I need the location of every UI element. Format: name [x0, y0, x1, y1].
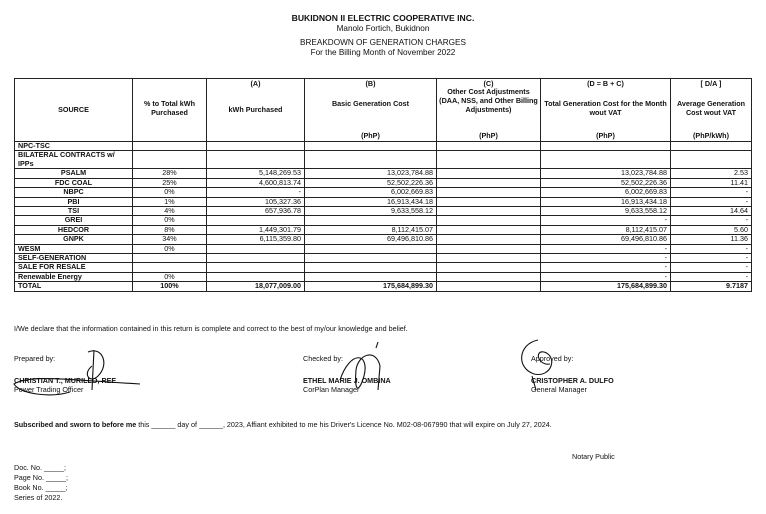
cell-source: TSI: [15, 207, 133, 216]
prepared-label: Prepared by:: [14, 354, 56, 363]
cell-kwh: 657,936.78: [207, 207, 305, 216]
series: Series of 2022.: [14, 493, 63, 502]
cell-pct: 8%: [133, 225, 207, 234]
table-row: [15, 188, 752, 197]
cell-basic: 175,684,899.30: [305, 282, 437, 291]
table-row: [15, 216, 752, 225]
cell-source: GNPK: [15, 235, 133, 244]
checked-label: Checked by:: [303, 354, 343, 363]
cell-basic: 13,023,784.88: [305, 169, 437, 178]
cell-other: [437, 244, 541, 253]
notary-public-label: Notary Public: [572, 452, 615, 461]
cell-total: -: [541, 263, 671, 272]
table-row: [15, 235, 752, 244]
cell-pct: [133, 263, 207, 272]
cell-pct: 100%: [133, 282, 207, 291]
table-row: [15, 254, 752, 263]
cell-source: Renewable Energy: [15, 272, 133, 281]
col-pct: % to Total kWh Purchased: [133, 79, 207, 142]
cell-pct: 34%: [133, 235, 207, 244]
cell-other: [437, 178, 541, 187]
declaration-text: I/We declare that the information contained in this return is complete and correct to the best of my/our knowledge and belief.: [14, 324, 408, 333]
cell-avg: 2.53: [671, 169, 752, 178]
cell-kwh: [207, 272, 305, 281]
cell-other: [437, 254, 541, 263]
cell-other: [437, 151, 541, 169]
prepared-name: CHRISTIAN T., MURILLO, REE: [14, 376, 117, 385]
sworn-statement: Subscribed and sworn to before me this ______ day of ______, 2023, Affiant exhibited to me his Driver's Licence No. M02-08-067990 that will expire on July 27, 2024.: [14, 420, 552, 429]
cell-avg: -: [671, 197, 752, 206]
cell-kwh: 5,148,269.53: [207, 169, 305, 178]
cell-other: [437, 142, 541, 151]
cell-source: FDC COAL: [15, 178, 133, 187]
cell-other: [437, 216, 541, 225]
cell-avg: 9.7187: [671, 282, 752, 291]
approved-name: CRISTOPHER A. DULFO: [531, 376, 614, 385]
cell-avg: -: [671, 244, 752, 253]
cell-kwh: 18,077,009.00: [207, 282, 305, 291]
generation-charges-table: [14, 78, 752, 292]
cell-basic: 9,633,558.12: [305, 207, 437, 216]
cell-total: -: [541, 244, 671, 253]
cell-source: SALE FOR RESALE: [15, 263, 133, 272]
cell-total: 13,023,784.88: [541, 169, 671, 178]
cell-total: 175,684,899.30: [541, 282, 671, 291]
cell-basic: [305, 142, 437, 151]
cell-avg: [671, 151, 752, 169]
cell-other: [437, 272, 541, 281]
col-kwh: (A) kWh Purchased: [207, 79, 305, 142]
cell-kwh: [207, 244, 305, 253]
cell-total: -: [541, 254, 671, 263]
cell-total: 8,112,415.07: [541, 225, 671, 234]
cell-avg: -: [671, 254, 752, 263]
cell-pct: [133, 151, 207, 169]
cell-pct: [133, 254, 207, 263]
cell-total: -: [541, 216, 671, 225]
cell-other: [437, 188, 541, 197]
col-other: (C) Other Cost Adjustments (DAA, NSS, and Other Billing Adjustments) (PhP): [437, 79, 541, 142]
table-row: [15, 207, 752, 216]
cell-pct: 25%: [133, 178, 207, 187]
cell-other: [437, 169, 541, 178]
cell-basic: 6,002,669.83: [305, 188, 437, 197]
cell-basic: 52,502,226.36: [305, 178, 437, 187]
notarial-register: [14, 463, 68, 503]
cell-kwh: [207, 216, 305, 225]
cell-pct: 0%: [133, 272, 207, 281]
table-row: [15, 169, 752, 178]
cell-basic: 16,913,434.18: [305, 197, 437, 206]
cell-kwh: [207, 151, 305, 169]
cell-other: [437, 225, 541, 234]
cell-pct: 0%: [133, 244, 207, 253]
table-row: [15, 151, 752, 169]
approved-label: Approved by:: [531, 354, 574, 363]
cell-source: TOTAL: [15, 282, 133, 291]
cell-total: [541, 142, 671, 151]
cell-avg: 11.41: [671, 178, 752, 187]
cell-other: [437, 282, 541, 291]
checked-signature-icon: [320, 340, 400, 402]
book-no: Book No. _____;: [14, 483, 68, 492]
cell-pct: 28%: [133, 169, 207, 178]
org-name: BUKIDNON II ELECTRIC COOPERATIVE INC.: [291, 13, 475, 23]
cell-avg: 11.36: [671, 235, 752, 244]
cell-kwh: [207, 263, 305, 272]
cell-other: [437, 263, 541, 272]
table-row: [15, 272, 752, 281]
cell-total: 16,913,434.18: [541, 197, 671, 206]
cell-source: NBPC: [15, 188, 133, 197]
cell-pct: 4%: [133, 207, 207, 216]
cell-kwh: [207, 254, 305, 263]
cell-pct: 0%: [133, 216, 207, 225]
cell-avg: 5.60: [671, 225, 752, 234]
approved-signature-icon: [508, 332, 578, 394]
table-row: [15, 142, 752, 151]
table-row: [15, 263, 752, 272]
cell-source: NPC-TSC: [15, 142, 133, 151]
table-row: [15, 225, 752, 234]
cell-basic: 69,496,810.86: [305, 235, 437, 244]
prepared-signature-icon: [10, 344, 150, 402]
cell-basic: [305, 254, 437, 263]
cell-avg: -: [671, 263, 752, 272]
cell-total: -: [541, 272, 671, 281]
document-title: BREAKDOWN OF GENERATION CHARGES: [300, 38, 466, 48]
cell-total: 69,496,810.86: [541, 235, 671, 244]
cell-pct: [133, 142, 207, 151]
document-header: [0, 14, 766, 57]
cell-other: [437, 207, 541, 216]
cell-kwh: [207, 142, 305, 151]
col-source: SOURCE: [15, 79, 133, 142]
cell-kwh: 105,327.36: [207, 197, 305, 206]
cell-source: SELF-GENERATION: [15, 254, 133, 263]
col-basic: (B) Basic Generation Cost (PhP): [305, 79, 437, 142]
cell-basic: [305, 151, 437, 169]
cell-source: HEDCOR: [15, 225, 133, 234]
cell-basic: [305, 272, 437, 281]
cell-avg: -: [671, 188, 752, 197]
col-total: (D = B + C) Total Generation Cost for the Month wout VAT (PhP): [541, 79, 671, 142]
total-row: [15, 282, 752, 291]
cell-other: [437, 235, 541, 244]
cell-kwh: 1,449,301.79: [207, 225, 305, 234]
cell-pct: 0%: [133, 188, 207, 197]
cell-source: PSALM: [15, 169, 133, 178]
cell-kwh: 6,115,359.80: [207, 235, 305, 244]
table-row: [15, 197, 752, 206]
cell-basic: [305, 216, 437, 225]
cell-basic: [305, 244, 437, 253]
cell-source: WESM: [15, 244, 133, 253]
doc-no: Doc. No. _____;: [14, 463, 66, 472]
cell-source: BILATERAL CONTRACTS w/ IPPs: [15, 151, 133, 169]
cell-other: [437, 197, 541, 206]
approved-title: General Manager: [531, 385, 587, 394]
cell-avg: 14.64: [671, 207, 752, 216]
cell-total: 6,002,669.83: [541, 188, 671, 197]
cell-avg: -: [671, 216, 752, 225]
cell-kwh: -: [207, 188, 305, 197]
cell-basic: 8,112,415.07: [305, 225, 437, 234]
checked-name: ETHEL MARIE J. OMBINA: [303, 376, 391, 385]
org-location: Manolo Fortich, Bukidnon: [336, 23, 430, 33]
billing-period: For the Billing Month of November 2022: [310, 47, 456, 57]
cell-avg: -: [671, 272, 752, 281]
cell-source: PBI: [15, 197, 133, 206]
cell-avg: [671, 142, 752, 151]
prepared-title: Power Trading Officer: [14, 385, 84, 394]
cell-pct: 1%: [133, 197, 207, 206]
cell-total: [541, 151, 671, 169]
cell-total: 52,502,226.36: [541, 178, 671, 187]
checked-title: CorPlan Manager: [303, 385, 360, 394]
cell-kwh: 4,600,813.74: [207, 178, 305, 187]
cell-source: GREI: [15, 216, 133, 225]
col-avg: [ D/A ] Average Generation Cost wout VAT (PhP/kWh): [671, 79, 752, 142]
cell-basic: [305, 263, 437, 272]
page-no: Page No. _____;: [14, 473, 68, 482]
cell-total: 9,633,558.12: [541, 207, 671, 216]
table-row: [15, 178, 752, 187]
table-row: [15, 244, 752, 253]
